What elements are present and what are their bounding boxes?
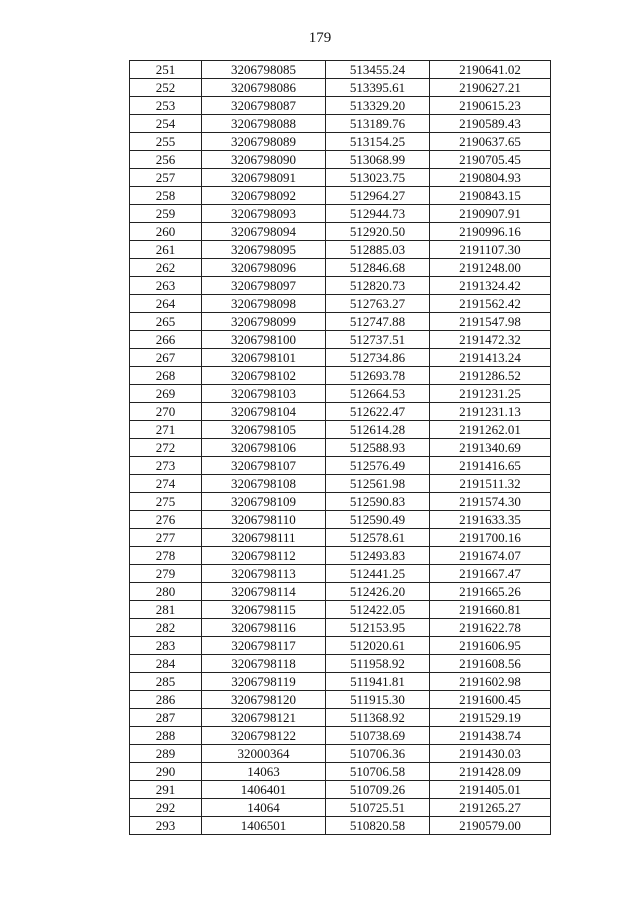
point-id-cell: 1406501 xyxy=(202,817,326,835)
y-coordinate-cell: 2191667.47 xyxy=(430,565,551,583)
row-index-cell: 282 xyxy=(130,619,202,637)
x-coordinate-cell: 512737.51 xyxy=(326,331,430,349)
y-coordinate-cell: 2191547.98 xyxy=(430,313,551,331)
x-coordinate-cell: 510706.36 xyxy=(326,745,430,763)
point-id-cell: 3206798087 xyxy=(202,97,326,115)
table-row xyxy=(130,151,551,169)
x-coordinate-cell: 513329.20 xyxy=(326,97,430,115)
point-id-cell: 3206798111 xyxy=(202,529,326,547)
row-index-cell: 278 xyxy=(130,547,202,565)
point-id-cell: 3206798104 xyxy=(202,403,326,421)
row-index-cell: 259 xyxy=(130,205,202,223)
point-id-cell: 3206798088 xyxy=(202,115,326,133)
row-index-cell: 285 xyxy=(130,673,202,691)
x-coordinate-cell: 512920.50 xyxy=(326,223,430,241)
table-row xyxy=(130,313,551,331)
table-row xyxy=(130,529,551,547)
row-index-cell: 287 xyxy=(130,709,202,727)
point-id-cell: 3206798086 xyxy=(202,79,326,97)
point-id-cell: 3206798096 xyxy=(202,259,326,277)
y-coordinate-cell: 2190705.45 xyxy=(430,151,551,169)
table-row xyxy=(130,475,551,493)
y-coordinate-cell: 2191600.45 xyxy=(430,691,551,709)
x-coordinate-cell: 512020.61 xyxy=(326,637,430,655)
point-id-cell: 3206798110 xyxy=(202,511,326,529)
row-index-cell: 293 xyxy=(130,817,202,835)
row-index-cell: 279 xyxy=(130,565,202,583)
y-coordinate-cell: 2191340.69 xyxy=(430,439,551,457)
y-coordinate-cell: 2191700.16 xyxy=(430,529,551,547)
point-id-cell: 3206798093 xyxy=(202,205,326,223)
point-id-cell: 3206798100 xyxy=(202,331,326,349)
table-row xyxy=(130,61,551,79)
point-id-cell: 3206798108 xyxy=(202,475,326,493)
x-coordinate-cell: 512664.53 xyxy=(326,385,430,403)
y-coordinate-cell: 2190637.65 xyxy=(430,133,551,151)
row-index-cell: 262 xyxy=(130,259,202,277)
row-index-cell: 272 xyxy=(130,439,202,457)
row-index-cell: 292 xyxy=(130,799,202,817)
table-row xyxy=(130,745,551,763)
table-row xyxy=(130,187,551,205)
table-row xyxy=(130,709,551,727)
row-index-cell: 273 xyxy=(130,457,202,475)
y-coordinate-cell: 2190843.15 xyxy=(430,187,551,205)
y-coordinate-cell: 2191413.24 xyxy=(430,349,551,367)
x-coordinate-cell: 512763.27 xyxy=(326,295,430,313)
table-row xyxy=(130,169,551,187)
x-coordinate-cell: 512885.03 xyxy=(326,241,430,259)
point-id-cell: 3206798089 xyxy=(202,133,326,151)
y-coordinate-cell: 2191248.00 xyxy=(430,259,551,277)
point-id-cell: 14064 xyxy=(202,799,326,817)
row-index-cell: 276 xyxy=(130,511,202,529)
y-coordinate-cell: 2190579.00 xyxy=(430,817,551,835)
point-id-cell: 3206798121 xyxy=(202,709,326,727)
point-id-cell: 1406401 xyxy=(202,781,326,799)
point-id-cell: 3206798095 xyxy=(202,241,326,259)
table-row xyxy=(130,421,551,439)
point-id-cell: 3206798106 xyxy=(202,439,326,457)
y-coordinate-cell: 2191633.35 xyxy=(430,511,551,529)
x-coordinate-cell: 512493.83 xyxy=(326,547,430,565)
row-index-cell: 269 xyxy=(130,385,202,403)
x-coordinate-cell: 512614.28 xyxy=(326,421,430,439)
x-coordinate-cell: 512578.61 xyxy=(326,529,430,547)
point-id-cell: 14063 xyxy=(202,763,326,781)
row-index-cell: 263 xyxy=(130,277,202,295)
x-coordinate-cell: 512693.78 xyxy=(326,367,430,385)
point-id-cell: 3206798102 xyxy=(202,367,326,385)
y-coordinate-cell: 2191428.09 xyxy=(430,763,551,781)
y-coordinate-cell: 2190589.43 xyxy=(430,115,551,133)
y-coordinate-cell: 2191405.01 xyxy=(430,781,551,799)
table-row xyxy=(130,349,551,367)
table-row xyxy=(130,763,551,781)
x-coordinate-cell: 512422.05 xyxy=(326,601,430,619)
row-index-cell: 253 xyxy=(130,97,202,115)
row-index-cell: 289 xyxy=(130,745,202,763)
row-index-cell: 280 xyxy=(130,583,202,601)
table-row xyxy=(130,457,551,475)
table-row xyxy=(130,259,551,277)
point-id-cell: 3206798118 xyxy=(202,655,326,673)
row-index-cell: 277 xyxy=(130,529,202,547)
y-coordinate-cell: 2191665.26 xyxy=(430,583,551,601)
table-row xyxy=(130,439,551,457)
row-index-cell: 281 xyxy=(130,601,202,619)
table-row xyxy=(130,367,551,385)
point-id-cell: 3206798098 xyxy=(202,295,326,313)
y-coordinate-cell: 2191660.81 xyxy=(430,601,551,619)
y-coordinate-cell: 2191430.03 xyxy=(430,745,551,763)
point-id-cell: 3206798114 xyxy=(202,583,326,601)
coordinates-table xyxy=(129,60,551,835)
y-coordinate-cell: 2190627.21 xyxy=(430,79,551,97)
row-index-cell: 254 xyxy=(130,115,202,133)
table-row xyxy=(130,601,551,619)
y-coordinate-cell: 2191608.56 xyxy=(430,655,551,673)
table-row xyxy=(130,241,551,259)
table-row xyxy=(130,133,551,151)
x-coordinate-cell: 511958.92 xyxy=(326,655,430,673)
point-id-cell: 3206798120 xyxy=(202,691,326,709)
row-index-cell: 274 xyxy=(130,475,202,493)
x-coordinate-cell: 511915.30 xyxy=(326,691,430,709)
point-id-cell: 3206798092 xyxy=(202,187,326,205)
y-coordinate-cell: 2191511.32 xyxy=(430,475,551,493)
table-row xyxy=(130,637,551,655)
table-row xyxy=(130,619,551,637)
x-coordinate-cell: 512734.86 xyxy=(326,349,430,367)
x-coordinate-cell: 513395.61 xyxy=(326,79,430,97)
y-coordinate-cell: 2191324.42 xyxy=(430,277,551,295)
x-coordinate-cell: 512576.49 xyxy=(326,457,430,475)
x-coordinate-cell: 512590.83 xyxy=(326,493,430,511)
row-index-cell: 255 xyxy=(130,133,202,151)
point-id-cell: 3206798105 xyxy=(202,421,326,439)
row-index-cell: 283 xyxy=(130,637,202,655)
x-coordinate-cell: 510820.58 xyxy=(326,817,430,835)
point-id-cell: 3206798119 xyxy=(202,673,326,691)
row-index-cell: 256 xyxy=(130,151,202,169)
row-index-cell: 251 xyxy=(130,61,202,79)
point-id-cell: 32000364 xyxy=(202,745,326,763)
y-coordinate-cell: 2191674.07 xyxy=(430,547,551,565)
row-index-cell: 267 xyxy=(130,349,202,367)
point-id-cell: 3206798101 xyxy=(202,349,326,367)
point-id-cell: 3206798112 xyxy=(202,547,326,565)
table-row xyxy=(130,403,551,421)
row-index-cell: 261 xyxy=(130,241,202,259)
table-row xyxy=(130,385,551,403)
row-index-cell: 291 xyxy=(130,781,202,799)
x-coordinate-cell: 512944.73 xyxy=(326,205,430,223)
table-row xyxy=(130,115,551,133)
x-coordinate-cell: 513455.24 xyxy=(326,61,430,79)
point-id-cell: 3206798085 xyxy=(202,61,326,79)
table-row xyxy=(130,799,551,817)
row-index-cell: 284 xyxy=(130,655,202,673)
row-index-cell: 252 xyxy=(130,79,202,97)
row-index-cell: 275 xyxy=(130,493,202,511)
x-coordinate-cell: 512622.47 xyxy=(326,403,430,421)
y-coordinate-cell: 2191606.95 xyxy=(430,637,551,655)
y-coordinate-cell: 2190804.93 xyxy=(430,169,551,187)
row-index-cell: 264 xyxy=(130,295,202,313)
y-coordinate-cell: 2190996.16 xyxy=(430,223,551,241)
table-row xyxy=(130,511,551,529)
x-coordinate-cell: 512820.73 xyxy=(326,277,430,295)
y-coordinate-cell: 2191574.30 xyxy=(430,493,551,511)
x-coordinate-cell: 513068.99 xyxy=(326,151,430,169)
y-coordinate-cell: 2191602.98 xyxy=(430,673,551,691)
x-coordinate-cell: 510725.51 xyxy=(326,799,430,817)
table-row xyxy=(130,97,551,115)
x-coordinate-cell: 510738.69 xyxy=(326,727,430,745)
table-row xyxy=(130,277,551,295)
y-coordinate-cell: 2191107.30 xyxy=(430,241,551,259)
row-index-cell: 271 xyxy=(130,421,202,439)
y-coordinate-cell: 2191231.13 xyxy=(430,403,551,421)
x-coordinate-cell: 510709.26 xyxy=(326,781,430,799)
x-coordinate-cell: 512747.88 xyxy=(326,313,430,331)
x-coordinate-cell: 512153.95 xyxy=(326,619,430,637)
table-row xyxy=(130,673,551,691)
x-coordinate-cell: 511941.81 xyxy=(326,673,430,691)
point-id-cell: 3206798117 xyxy=(202,637,326,655)
y-coordinate-cell: 2191472.32 xyxy=(430,331,551,349)
table-row xyxy=(130,691,551,709)
table-row xyxy=(130,493,551,511)
point-id-cell: 3206798122 xyxy=(202,727,326,745)
y-coordinate-cell: 2191416.65 xyxy=(430,457,551,475)
row-index-cell: 260 xyxy=(130,223,202,241)
table-row xyxy=(130,583,551,601)
point-id-cell: 3206798107 xyxy=(202,457,326,475)
x-coordinate-cell: 512588.93 xyxy=(326,439,430,457)
point-id-cell: 3206798109 xyxy=(202,493,326,511)
x-coordinate-cell: 512561.98 xyxy=(326,475,430,493)
x-coordinate-cell: 510706.58 xyxy=(326,763,430,781)
point-id-cell: 3206798115 xyxy=(202,601,326,619)
row-index-cell: 268 xyxy=(130,367,202,385)
table-row xyxy=(130,655,551,673)
x-coordinate-cell: 511368.92 xyxy=(326,709,430,727)
point-id-cell: 3206798116 xyxy=(202,619,326,637)
y-coordinate-cell: 2190641.02 xyxy=(430,61,551,79)
y-coordinate-cell: 2191438.74 xyxy=(430,727,551,745)
table-row xyxy=(130,205,551,223)
point-id-cell: 3206798090 xyxy=(202,151,326,169)
x-coordinate-cell: 513154.25 xyxy=(326,133,430,151)
y-coordinate-cell: 2190907.91 xyxy=(430,205,551,223)
page-number: 179 xyxy=(308,30,332,46)
row-index-cell: 286 xyxy=(130,691,202,709)
coordinates-table-body xyxy=(130,61,551,835)
point-id-cell: 3206798103 xyxy=(202,385,326,403)
x-coordinate-cell: 512590.49 xyxy=(326,511,430,529)
x-coordinate-cell: 512426.20 xyxy=(326,583,430,601)
row-index-cell: 258 xyxy=(130,187,202,205)
row-index-cell: 265 xyxy=(130,313,202,331)
table-row xyxy=(130,727,551,745)
x-coordinate-cell: 513023.75 xyxy=(326,169,430,187)
point-id-cell: 3206798091 xyxy=(202,169,326,187)
y-coordinate-cell: 2191265.27 xyxy=(430,799,551,817)
row-index-cell: 288 xyxy=(130,727,202,745)
table-row xyxy=(130,79,551,97)
y-coordinate-cell: 2191262.01 xyxy=(430,421,551,439)
table-row xyxy=(130,781,551,799)
point-id-cell: 3206798113 xyxy=(202,565,326,583)
y-coordinate-cell: 2190615.23 xyxy=(430,97,551,115)
point-id-cell: 3206798094 xyxy=(202,223,326,241)
x-coordinate-cell: 512441.25 xyxy=(326,565,430,583)
row-index-cell: 257 xyxy=(130,169,202,187)
x-coordinate-cell: 512964.27 xyxy=(326,187,430,205)
row-index-cell: 266 xyxy=(130,331,202,349)
row-index-cell: 270 xyxy=(130,403,202,421)
table-row xyxy=(130,295,551,313)
table-row xyxy=(130,565,551,583)
row-index-cell: 290 xyxy=(130,763,202,781)
y-coordinate-cell: 2191286.52 xyxy=(430,367,551,385)
x-coordinate-cell: 513189.76 xyxy=(326,115,430,133)
y-coordinate-cell: 2191562.42 xyxy=(430,295,551,313)
y-coordinate-cell: 2191529.19 xyxy=(430,709,551,727)
point-id-cell: 3206798097 xyxy=(202,277,326,295)
y-coordinate-cell: 2191622.78 xyxy=(430,619,551,637)
table-row xyxy=(130,223,551,241)
table-row xyxy=(130,547,551,565)
point-id-cell: 3206798099 xyxy=(202,313,326,331)
table-row xyxy=(130,817,551,835)
y-coordinate-cell: 2191231.25 xyxy=(430,385,551,403)
x-coordinate-cell: 512846.68 xyxy=(326,259,430,277)
table-row xyxy=(130,331,551,349)
